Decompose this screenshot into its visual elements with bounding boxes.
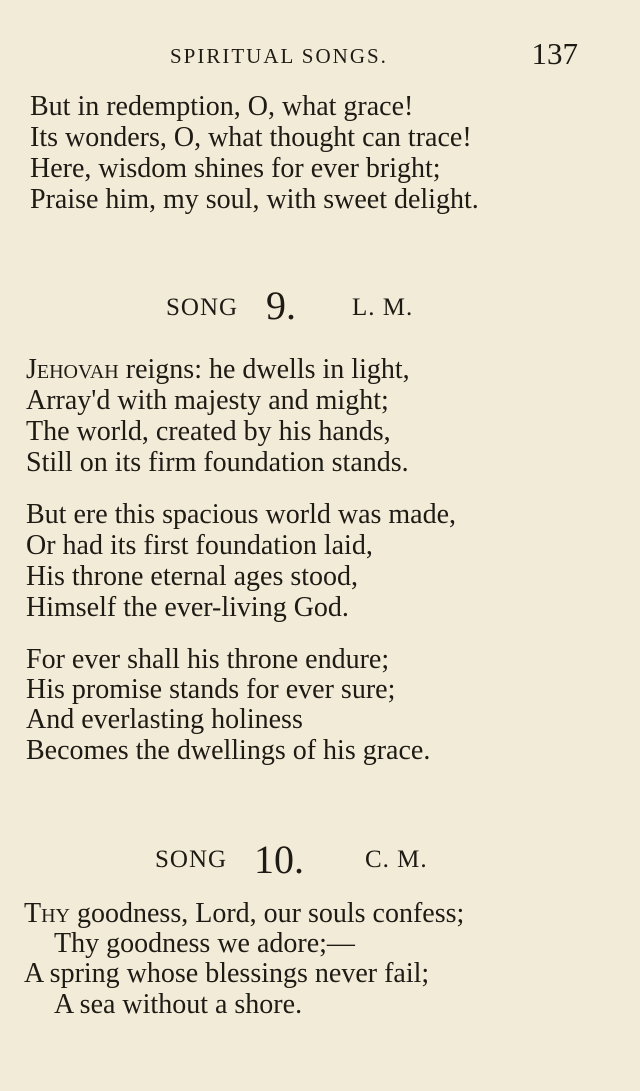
verse-line: A spring whose blessings never fail; bbox=[24, 958, 430, 989]
verse-text: reigns: he dwells in light, bbox=[118, 354, 410, 385]
verse-line bbox=[24, 899, 464, 929]
song-meter: L. M. bbox=[352, 294, 414, 321]
verse-line: Praise him, my soul, with sweet delight. bbox=[30, 184, 479, 215]
song-meter: C. M. bbox=[365, 846, 428, 873]
verse-line: Still on its firm foundation stands. bbox=[26, 447, 409, 478]
song-number: 10. bbox=[254, 837, 304, 882]
running-head bbox=[0, 36, 640, 76]
first-word: Jehovah bbox=[26, 354, 119, 385]
verse-line: But in redemption, O, what grace! bbox=[30, 91, 414, 122]
verse-line: His throne eternal ages stood, bbox=[26, 561, 359, 592]
verse-line bbox=[26, 355, 410, 385]
running-title: SPIRITUAL SONGS. bbox=[170, 44, 388, 68]
song-number: 9. bbox=[266, 283, 296, 328]
verse-line: And everlasting holiness bbox=[26, 704, 303, 735]
verse-line: Himself the ever-living God. bbox=[26, 592, 349, 623]
verse-text: goodness, Lord, our souls confess; bbox=[70, 898, 465, 929]
verse-line: Here, wisdom shines for ever bright; bbox=[30, 153, 441, 184]
verse-line: But ere this spacious world was made, bbox=[26, 499, 457, 530]
verse-line: His promise stands for ever sure; bbox=[26, 674, 396, 705]
verse-line: Array'd with majesty and might; bbox=[26, 385, 389, 416]
song-10-heading bbox=[0, 836, 640, 886]
verse-line: The world, created by his hands, bbox=[26, 416, 391, 447]
verse-line: Becomes the dwellings of his grace. bbox=[26, 735, 431, 766]
verse-line: Thy goodness we adore;— bbox=[54, 928, 355, 959]
verse-line: A sea without a shore. bbox=[54, 989, 303, 1020]
verse-line: Or had its first foundation laid, bbox=[26, 530, 373, 561]
first-word: Thy bbox=[24, 898, 70, 929]
verse-line: For ever shall his throne endure; bbox=[26, 644, 390, 675]
verse-line: Its wonders, O, what thought can trace! bbox=[30, 122, 472, 153]
song-label: SONG bbox=[166, 294, 239, 321]
song-9-heading bbox=[0, 282, 640, 332]
page-number: 137 bbox=[531, 36, 578, 71]
song-label: SONG bbox=[155, 846, 228, 873]
